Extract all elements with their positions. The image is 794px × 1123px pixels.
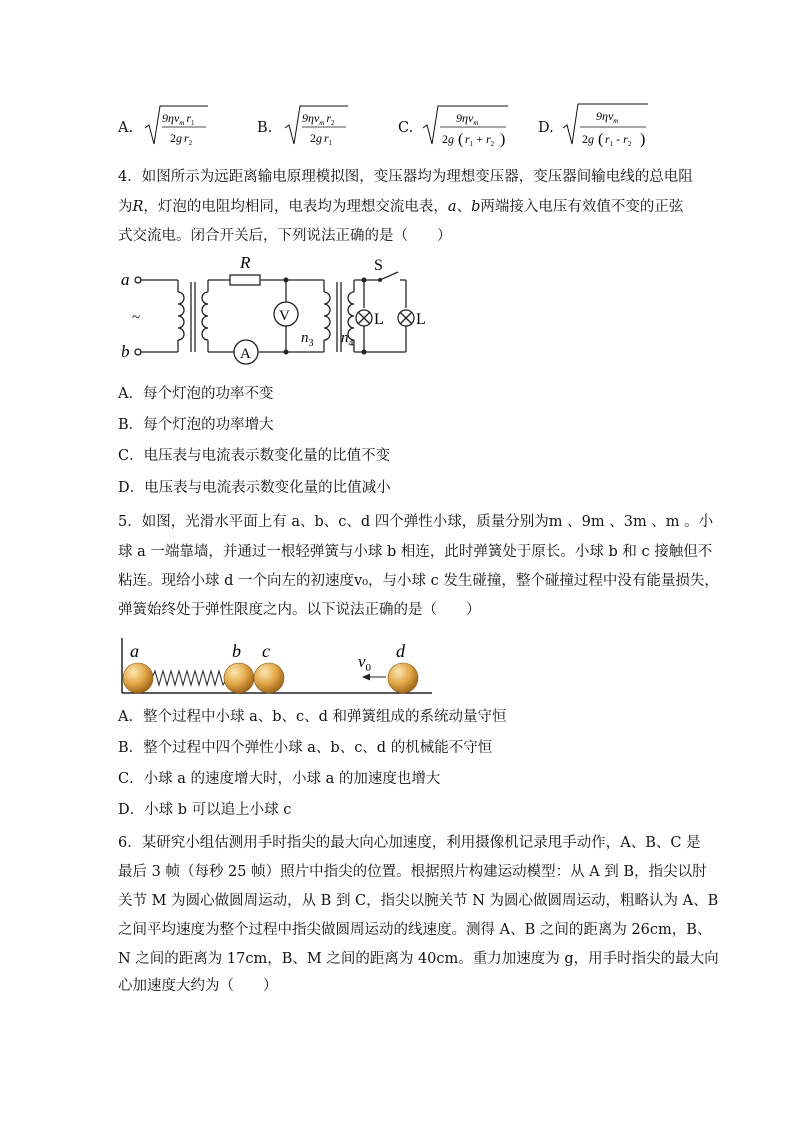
svg-text:r1-r2: $r_1 - r_2$ xyxy=(605,132,632,148)
svg-text:2g: 2g xyxy=(442,132,454,146)
svg-text:9ηvm: $9\eta v_m$ xyxy=(456,111,479,127)
ball-d xyxy=(388,663,418,693)
q5-stem-line-4: 弹簧始终处于弹性限度之内。以下说法正确的是（ ） xyxy=(118,602,481,618)
q4-stem-line-3: 式交流电。闭合开关后，下列说法正确的是（ ） xyxy=(118,228,452,244)
q3-option-a-label: A. xyxy=(118,120,134,136)
ball-c-label: c xyxy=(262,641,270,661)
n4-label: $n_4$ xyxy=(341,330,354,349)
q5-option-c: C．小球 a 的速度增大时，小球 a 的加速度也增大 xyxy=(118,771,441,787)
svg-text:9ηvmr2: $9\eta v_m$ $r_2$ xyxy=(302,111,335,127)
transmission-circuit-diagram xyxy=(116,252,436,372)
q6-stem-line-5: N 之间的距离为 17cm，B、M 之间的距离为 40cm。重力加速度为 g，用手时指尖的最大向 xyxy=(118,951,719,967)
q6-stem-line-6: 心加速度大约为（ ） xyxy=(118,978,278,994)
svg-text:r1+r2: $r_1 + r_2$ xyxy=(465,132,495,148)
svg-text:2g: 2g xyxy=(582,132,594,146)
q5-option-b: B．整个过程中四个弹性小球 a、b、c、d 的机械能不守恒 xyxy=(118,740,493,756)
svg-text:2gr1: 2g $r_1$ xyxy=(310,131,333,147)
q6-stem-line-4: 之间平均速度为整个过程中指尖做圆周运动的线速度。测得 A、B 之间的距离为 26cm，B、 xyxy=(118,922,712,938)
q4-option-c: C．电压表与电流表示数变化量的比值不变 xyxy=(118,448,391,464)
ball-d-label: d xyxy=(396,641,405,661)
q4-option-d: D．电压表与电流表示数变化量的比值减小 xyxy=(118,480,391,496)
q3-option-c-label: C. xyxy=(398,120,414,136)
svg-text:(: ( xyxy=(598,131,604,148)
left-arrow-icon xyxy=(362,674,370,681)
svg-text:9ηvm: $9\eta v_m$ xyxy=(596,109,619,125)
q3-option-d-formula xyxy=(560,100,650,154)
q4-option-a: A．每个灯泡的功率不变 xyxy=(118,386,274,402)
velocity-label: $v_0$ xyxy=(358,652,372,674)
q3-option-b-formula xyxy=(282,100,350,154)
q3-option-c-formula xyxy=(420,100,510,154)
q6-stem-line-1: 6．某研究小组估测用手时指尖的最大向心加速度，利用摄像机记录甩手动作，A、B、C 是 xyxy=(118,835,701,851)
q3-option-d-label: D. xyxy=(538,120,554,136)
svg-text:9ηvmr1: $9\eta v_m$ $r_1$ xyxy=(162,111,195,127)
q6-stem-line-2: 最后 3 帧（每秒 25 帧）照片中指尖的位置。根据照片构建运动模型：从 A 到 B，指尖以肘 xyxy=(118,864,707,880)
lamp-1-label: L xyxy=(374,311,384,328)
svg-text:): ) xyxy=(640,131,646,148)
q4-stem-line-1: 4．如图所示为远距离输电原理模拟图，变压器均为理想变压器，变压器间输电线的总电阻 xyxy=(118,169,693,185)
q5-option-a: A．整个过程中小球 a、b、c、d 和弹簧组成的系统动量守恒 xyxy=(118,709,507,725)
lamp-2-label: L xyxy=(416,311,426,328)
q5-stem-line-2: 球 a 一端靠墙，并通过一根轻弹簧与小球 b 相连，此时弹簧处于原长。小球 b 和 c 接触但不 xyxy=(118,544,713,560)
terminal-b-label: b xyxy=(121,342,130,361)
q3-option-a-formula xyxy=(142,100,210,154)
q4-option-b: B．每个灯泡的功率增大 xyxy=(118,417,274,433)
svg-text:2gr2: 2g $r_2$ xyxy=(170,131,193,147)
q5-stem-line-3: 粘连。现给小球 d 一个向左的初速度v₀，与小球 c 发生碰撞，整个碰撞过程中没有能量损失， xyxy=(118,573,719,589)
ball-b-label: b xyxy=(232,641,241,661)
ball-c xyxy=(254,663,284,693)
ball-a-label: a xyxy=(130,641,139,661)
ball-a xyxy=(123,663,153,693)
voltmeter-label: V xyxy=(279,308,290,324)
terminal-a-label: a xyxy=(121,270,130,289)
ammeter-label: A xyxy=(240,346,251,362)
n3-label: $n_3$ xyxy=(301,330,314,349)
svg-text:): ) xyxy=(500,131,506,148)
ac-source-symbol: ~ xyxy=(132,310,141,326)
q3-option-b-label: B. xyxy=(257,120,273,136)
ball-b xyxy=(224,663,254,693)
svg-text:(: ( xyxy=(458,131,464,148)
q5-stem-line-1: 5．如图，光滑水平面上有 a、b、c、d 四个弹性小球，质量分别为m 、9m 、3m 、m 。小 xyxy=(118,514,714,530)
q5-option-d: D．小球 b 可以追上小球 c xyxy=(118,802,292,818)
q4-stem-line-2: 为R，灯泡的电阻均相同，电表均为理想交流电表，a、b两端接入电压有效值不变的正弦 xyxy=(118,199,684,215)
switch-label: S xyxy=(374,257,383,274)
q6-stem-line-3: 关节 M 为圆心做圆周运动，从 B 到 C，指尖以腕关节 N 为圆心做圆周运动，粗略认为 A、B xyxy=(118,893,719,909)
resistor-label: R xyxy=(240,253,251,272)
balls-spring-diagram xyxy=(116,636,436,698)
